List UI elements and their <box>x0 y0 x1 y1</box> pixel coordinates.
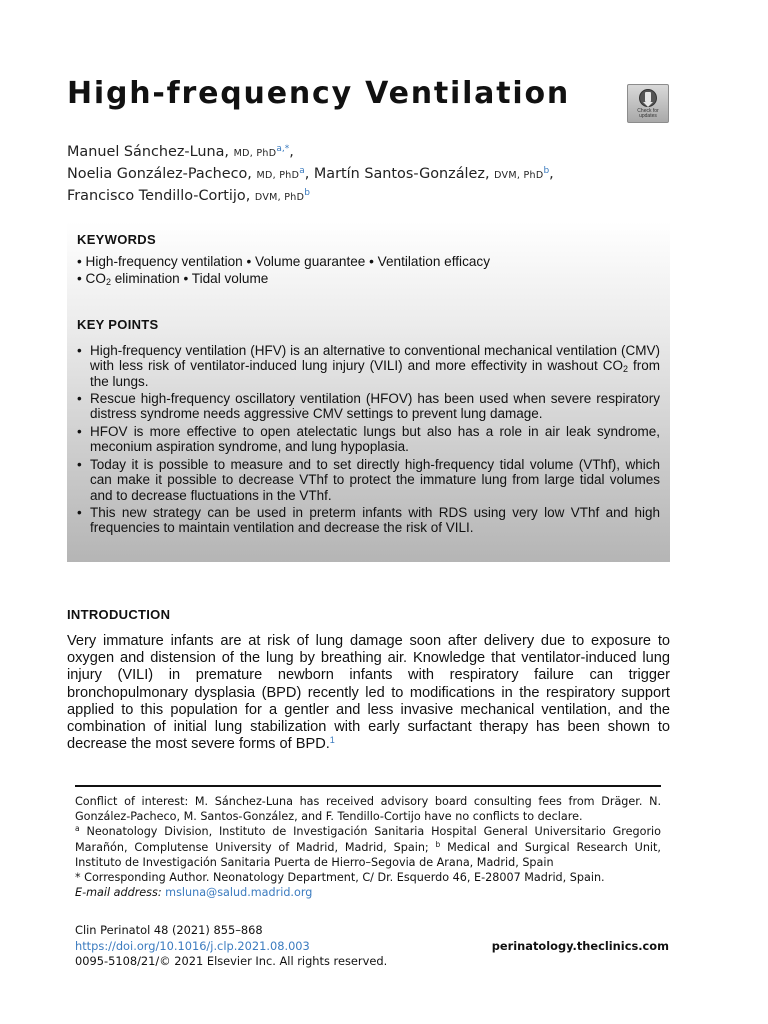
author-name: Martín Santos-González, <box>313 166 490 182</box>
author-list <box>67 142 687 208</box>
affiliation-mark: b <box>435 839 441 849</box>
affiliation-a: Neonatology Division, Instituto de Investigación Sanitaria Hospital General Universitario Gregorio Marañón, Complutense University of Madrid, Madrid, Spain; <box>75 825 662 854</box>
doi-link[interactable]: https://doi.org/10.1016/j.clp.2021.08.003 <box>75 938 310 953</box>
author-degree: MD, PhD <box>233 148 277 159</box>
key-point-text: from the lungs. <box>90 358 660 389</box>
check-for-updates-icon <box>637 88 659 108</box>
footnotes <box>75 794 661 900</box>
key-points-list <box>77 343 660 538</box>
author-affiliation-mark[interactable]: b <box>304 188 310 198</box>
author-degree: MD, PhD <box>256 170 300 181</box>
author-line-1 <box>67 142 687 164</box>
copyright: 0095-5108/21/© 2021 Elsevier Inc. All rights reserved. <box>75 954 388 969</box>
keywords-keypoints-box <box>67 222 670 562</box>
author-separator: , <box>304 166 310 182</box>
keyword-text: • CO <box>77 271 106 286</box>
author-name: Noelia González-Pacheco, <box>67 166 252 182</box>
email-line <box>75 885 661 900</box>
author-affiliation-mark[interactable]: a,* <box>276 144 290 154</box>
conflict-of-interest: Conflict of interest: M. Sánchez-Luna has received advisory board consulting fees from Dräger. N. González-Pacheco, M. Santos-González, and F. Tendillo-Cortijo have no conflicts to declare. <box>75 795 661 824</box>
key-point-item: • Today it is possible to measure and to set directly high-frequency tidal volume (VThf), which can make it possible to decrease VThf to protect the immature lung from large tidal volumes and to decrease fluctuations in the VThf. <box>77 457 660 503</box>
email-link[interactable]: msluna@salud.madrid.org <box>165 886 313 900</box>
corresponding-author: * Corresponding Author. Neonatology Department, C/ Dr. Esquerdo 46, E-28007 Madrid, Spain. <box>75 871 605 885</box>
article-title: High-frequency Ventilation <box>67 76 571 111</box>
key-points-heading: KEY POINTS <box>77 317 159 332</box>
keyword-text: elimination • Tidal volume <box>110 271 269 286</box>
keywords-heading: KEYWORDS <box>77 232 156 247</box>
reference-link[interactable]: 1 <box>329 735 335 746</box>
citation: Clin Perinatol 48 (2021) 855–868 <box>75 923 263 937</box>
journal-site[interactable]: perinatology.theclinics.com <box>491 938 669 953</box>
introduction-text: Very immature infants are at risk of lung damage soon after delivery due to exposure to oxygen and distension of the lung by breathing air. Knowledge that ventilator-induced lung injury (VILI) in premature newborn infants with respiratory failure can trigger bronchopulmonary dysplasia (BPD) recently led to modifications in the respiratory support applied to this population for a gentler and less invasive mechanical ventilation, and the combination of initial lung stabilization with early surfactant therapy has been shown to decrease the most severe forms of BPD. <box>67 633 670 753</box>
subscript: 2 <box>622 364 628 375</box>
affiliations <box>75 824 661 870</box>
keywords-line-1: • High-frequency ventilation • Volume guarantee • Ventilation efficacy <box>77 254 491 269</box>
key-point-item: • HFOV is more effective to open atelectatic lungs but also has a role in air leak syndrome, meconium aspiration syndrome, and lung hypoplasia. <box>77 424 660 455</box>
affiliation-mark: a <box>75 824 80 834</box>
author-affiliation-mark[interactable]: b <box>543 166 550 176</box>
author-name: Manuel Sánchez-Luna, <box>67 144 230 160</box>
keywords-line-2 <box>77 270 490 291</box>
affiliation-b: Medical and Surgical Research Unit, Instituto de Investigación Sanitaria Puerta de Hierro–Segovia de Arana, Madrid, Spain <box>75 840 661 869</box>
footnote-divider <box>75 785 661 787</box>
author-line-3 <box>67 186 687 208</box>
email-label: E-mail address: <box>75 886 162 900</box>
author-degree: DVM, PhD <box>254 192 305 203</box>
key-point-item <box>77 343 660 389</box>
author-separator: , <box>549 166 554 182</box>
badge-label: Check for updates <box>637 108 659 119</box>
author-separator: , <box>289 144 294 160</box>
check-for-updates-badge[interactable] <box>627 84 669 123</box>
key-point-text: High-frequency ventilation (HFV) is an alternative to conventional mechanical ventilation (CMV) with less risk of ventilator-induced lung injury (VILI) and more effectivity in washout CO <box>90 343 660 374</box>
author-affiliation-mark[interactable]: a <box>299 166 305 176</box>
introduction-heading: INTRODUCTION <box>67 607 171 622</box>
author-name: Francisco Tendillo-Cortijo, <box>67 188 251 204</box>
key-point-item: • Rescue high-frequency oscillatory ventilation (HFOV) has been used when severe respiratory distress syndrome needs aggressive CMV settings to prevent lung damage. <box>77 391 660 422</box>
introduction-paragraph <box>67 633 670 753</box>
keywords-list <box>77 253 490 291</box>
key-point-item: • This new strategy can be used in preterm infants with RDS using very low VThf and high frequencies to maintain ventilation and decrease the risk of VILI. <box>77 505 660 536</box>
subscript: 2 <box>105 277 111 287</box>
page-footer <box>75 923 669 970</box>
author-degree: DVM, PhD <box>494 170 544 181</box>
author-line-2 <box>67 164 687 186</box>
